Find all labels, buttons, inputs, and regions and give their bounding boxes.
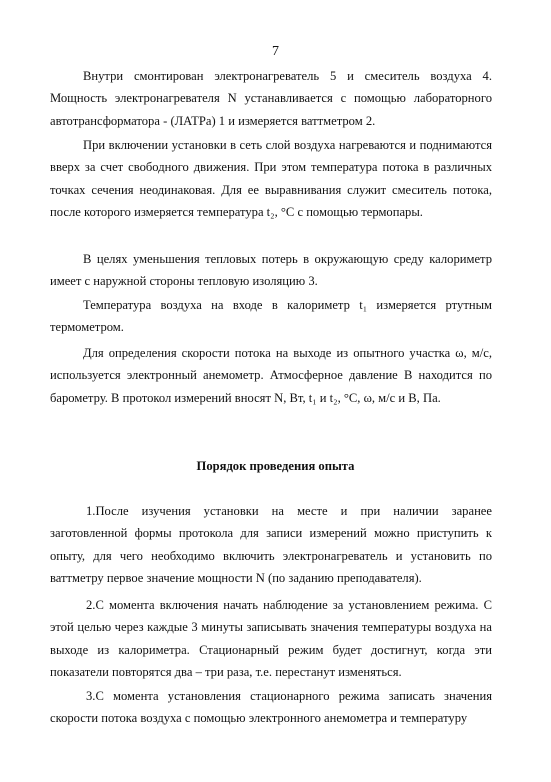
paragraph-thermal-insulation: В целях уменьшения тепловых потерь в окружающую среду калориметр имеет с наружной стороны тепловую изоляцию 3. [50, 252, 492, 289]
procedure-step-3: 3.С момента установления стационарного режима записать значения скорости потока воздуха с помощью электронного анемометра и температуру [50, 689, 492, 726]
procedure-step-1: 1.После изучения установки на месте и при наличии заранее заготовленной формы протокола для записи измерений можно приступить к опыту, для чего необходимо включить электронагреватель и установить по ваттметру первое значение мощности N (по заданию преподавателя). [50, 504, 492, 585]
procedure-step-2: 2.С момента включения начать наблюдение за установлением режима. С этой целью через каждые 3 минуты записывать значения температуры воздуха на выходе из калориметра. Стационарный режим будет достигнут, когда эти показатели повторятся два – три раза, т.е. перестанут изменяться. [50, 598, 492, 679]
section-heading: Порядок проведения опыта [196, 459, 355, 473]
paragraph-heater-description: Внутри смонтирован электронагреватель 5 и смеситель воздуха 4. Мощность электронагревателя N устанавливается с помощью лабораторного автотрансформатора - (ЛАТРа) 1 и измеряется ваттметром 2. [50, 69, 492, 128]
paragraph-air-heating: При включении установки в сеть слой воздуха нагреваются и поднимаются вверх за счет свободного движения. При этом температура потока в различных точках сечения неодинаковая. Для ее выравнивания служит смеситель потока, после которого измеряется температура t₂, °С с помощью термопары. [50, 138, 492, 219]
paragraph-inlet-temperature: Температура воздуха на входе в калориметр t₁ измеряется ртутным термометром. [50, 298, 492, 335]
paragraph-velocity-measurement: Для определения скорости потока на выходе из опытного участка ω, м/с, используется электронный анемометр. Атмосферное давление B находится по барометру. В протокол измерений вносят N, Вт, t₁ и t₂, °С, ω, м/с и B, Па. [50, 346, 492, 405]
page-number: 7 [272, 44, 279, 59]
